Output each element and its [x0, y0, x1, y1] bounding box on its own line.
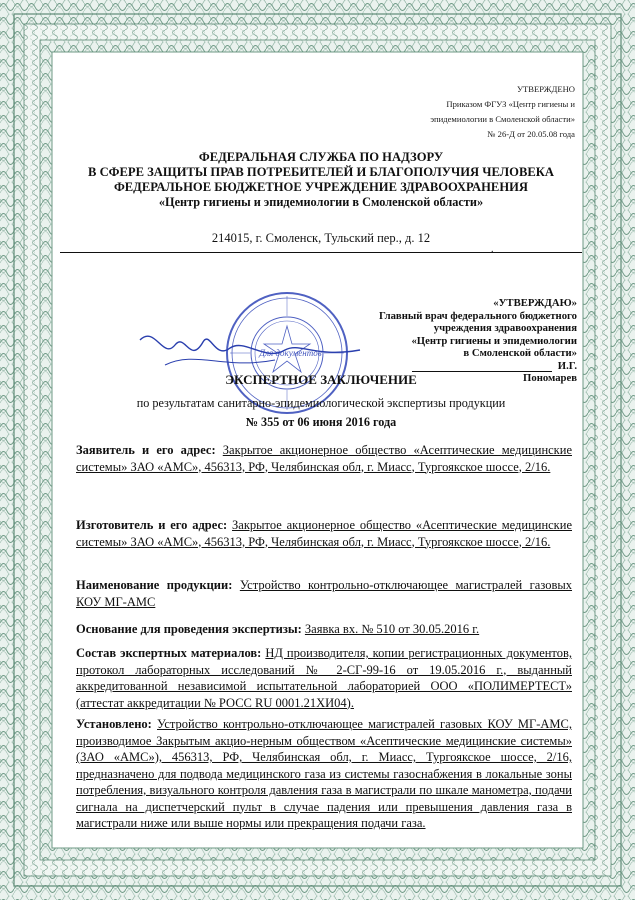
materials-value: НД производителя, копии регистрационных документов, протокол лабораторных исследований № 2-СГ-99-16 от 19.05.2016 г., выданный аккредитованной независимой испытательной лабораторией ООО «ПОЛИМЕРТЕСТ» (аттестат аккредитации № РОСС RU 0001.21ХИ04). [76, 646, 573, 710]
approved-line: № 26-Д от 20.05.08 года [487, 129, 575, 139]
basis-section [76, 621, 572, 638]
manufacturer-label: Изготовитель и его адрес: [76, 518, 228, 532]
product-value: Устройство контрольно-отключающее магистралей газовых КОУ МГ-АМС [76, 578, 573, 609]
signer-name: И.Г. Пономарев [523, 359, 577, 384]
address-rule [60, 252, 582, 253]
applicant-label: Заявитель и его адрес: [76, 443, 216, 457]
org-line: В СФЕРЕ ЗАЩИТЫ ПРАВ ПОТРЕБИТЕЛЕЙ И БЛАГОПОЛУЧИЯ ЧЕЛОВЕКА [88, 165, 554, 179]
approved-line: эпидемиологии в Смоленской области» [430, 114, 575, 124]
manufacturer-value: Закрытое акционерное общество «Асептические медицинские системы» ЗАО «АМС», 456313, РФ, Челябинская обл, г. Миасс, Тургоякское шоссе, 2/16. [76, 518, 572, 549]
established-section [76, 716, 572, 832]
org-line: ФЕДЕРАЛЬНАЯ СЛУЖБА ПО НАДЗОРУ [198, 150, 444, 164]
organization-address: 214015, г. Смоленск, Тульский пер., д. 12 [211, 231, 431, 245]
approve-line: «Центр гигиены и эпидемиологии [411, 334, 577, 347]
product-label: Наименование продукции: [76, 578, 233, 592]
manufacturer-section [76, 517, 572, 550]
approve-line: Главный врач федерального бюджетного [379, 309, 577, 322]
conclusion-number: № 355 от 06 июня 2016 года [245, 415, 397, 429]
org-line: «Центр гигиены и эпидемиологии в Смоленской области» [158, 195, 484, 209]
stamp-caption: Для документов [259, 348, 322, 358]
materials-label: Состав экспертных материалов: [76, 646, 262, 660]
established-value: Устройство контрольно-отключающее магистралей газовых КОУ МГ-АМС, производимое Закрытым акцио-нерным обществом «Асептические медицинские системы» (ЗАО «АМС»), 456313, РФ, Челябинская обл, г. Миасс, Тургоякское шоссе, 2/16, предназначено для подвода медицинского газа из системы газоснабжения в локальные зоны потребления, визуального контроля давления газа в магистрали по шкале манометра, подачи сигнала на диспетчерский пульт в случае падения или превышения давления газа в магистрали ниже или выше нормы или прекращения подачи газа. [76, 717, 572, 830]
approve-line: учреждения здравоохранения [433, 322, 577, 334]
rule-dot: . [491, 244, 494, 255]
established-label: Установлено: [76, 717, 152, 731]
approved-order-block [395, 82, 575, 142]
signature-line [412, 361, 552, 372]
organization-header [60, 150, 582, 210]
approve-line: в Смоленской области» [463, 347, 577, 359]
conclusion-title: ЭКСПЕРТНОЕ ЗАКЛЮЧЕНИЕ [225, 372, 417, 387]
approve-title: «УТВЕРЖДАЮ» [493, 297, 577, 309]
signature [135, 320, 365, 380]
org-line: ФЕДЕРАЛЬНОЕ БЮДЖЕТНОЕ УЧРЕЖДЕНИЕ ЗДРАВООХРАНЕНИЯ [113, 180, 529, 194]
applicant-section [76, 442, 572, 475]
basis-value: Заявка вх. № 510 от 30.05.2016 г. [304, 622, 480, 636]
applicant-value: Закрытое акционерное общество «Асептические медицинские системы» ЗАО «АМС», 456313, РФ, Челябинская обл, г. Миасс, Тургоякское шоссе, 2/16. [76, 443, 572, 474]
approved-line: Приказом ФГУЗ «Центр гигиены и [446, 99, 575, 109]
basis-label: Основание для проведения экспертизы: [76, 622, 302, 636]
product-section [76, 577, 572, 610]
conclusion-subtitle: по результатам санитарно-эпидемиологической экспертизы продукции [136, 396, 506, 410]
materials-section [76, 645, 572, 711]
approved-title: УТВЕРЖДЕНО [516, 84, 575, 94]
